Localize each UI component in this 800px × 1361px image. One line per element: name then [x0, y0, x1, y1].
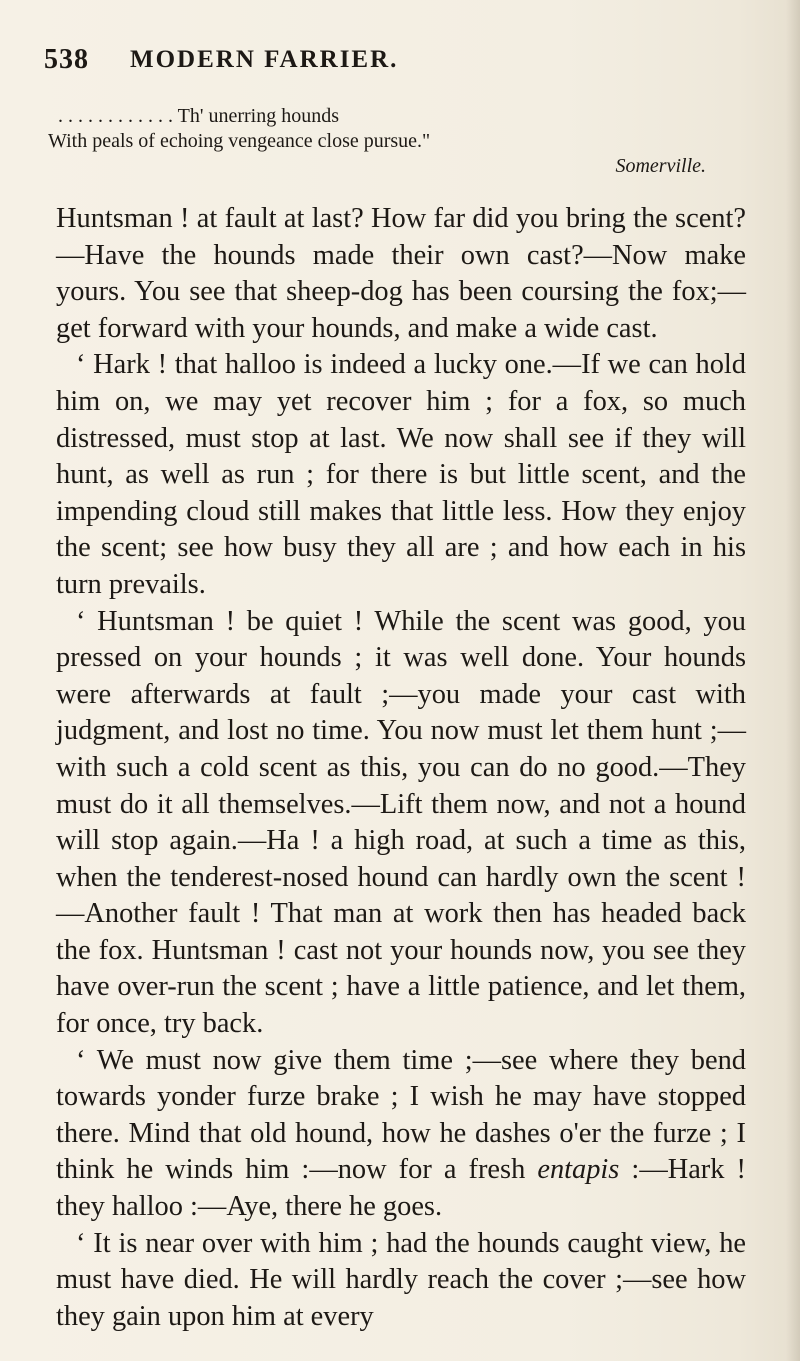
paragraph	[56, 1226, 746, 1336]
epigraph	[48, 104, 738, 179]
paragraph	[56, 1043, 746, 1226]
epigraph-attribution: Somerville.	[615, 155, 706, 177]
paragraph-text: :—Hark ! they halloo :—Aye, there he goes.	[56, 1154, 746, 1223]
paragraph-text: ‘ Hark ! that halloo is indeed a lucky one.—If we can hold him on, we may yet recover him ; for a fox, so much distressed, must stop at last. We now shall see if they will hunt, as well as run ; for there is but little scent, and the impending cloud still makes that little less. How they enjoy the scent; see how busy they all are ; and how each in his turn prevails.	[56, 349, 746, 600]
epigraph-line: . . . . . . . . . . . . Th' unerring hounds	[58, 105, 339, 127]
paragraph	[56, 347, 746, 603]
running-head: MODERN FARRIER.	[130, 46, 399, 73]
paragraph-text: ‘ It is near over with him ; had the hounds caught view, he must have died. He will hardly reach the cover ;—see how they gain upon him at every	[56, 1227, 746, 1332]
paragraph-text: ‘ We must now give them time ;—see where they bend towards yonder furze brake ; I wish he may have stopped there. Mind that old hound, how he dashes o'er the furze ; I think he winds him :—now for a fresh	[56, 1044, 746, 1186]
paragraph	[56, 604, 746, 1043]
page-header	[44, 44, 744, 88]
paragraph-text: Huntsman ! at fault at last? How far did you bring the scent?—Have the hounds made their own cast?—Now make yours. You see that sheep-dog has been coursing the fox;—get forward with your hounds, and make a wide cast.	[56, 203, 746, 344]
page-number: 538	[44, 44, 89, 75]
epigraph-line: With peals of echoing vengeance close pursue."	[48, 130, 431, 152]
italic-word: entapis	[537, 1154, 620, 1186]
paragraph-text: ‘ Huntsman ! be quiet ! While the scent was good, you pressed on your hounds ; it was well done. Your hounds were afterwards at fault ;—you made your cast with judgment, and lost no time. You now must let them hunt ;—with such a cold scent as this, you can do no good.—They must do it all themselves.—Lift them now, and not a hound will stop again.—Ha ! a high road, at such a time as this, when the tenderest-nosed hound can hardly own the scent !—Another fault ! That man at work then has headed back the fox. Huntsman ! cast not your hounds now, you see they have over-run the scent ; have a little patience, and let them, for once, try back.	[56, 605, 746, 1040]
paragraph	[56, 201, 746, 347]
body-text	[56, 201, 746, 1335]
page-edge-shadow	[786, 0, 800, 1361]
